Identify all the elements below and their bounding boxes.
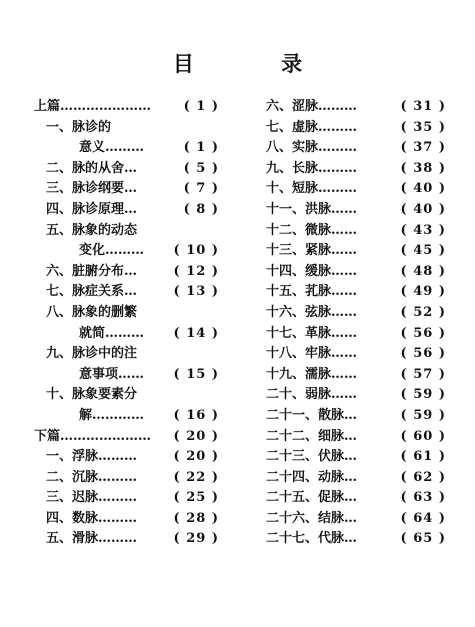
- toc-entry-page: ( 8 ): [183, 201, 219, 217]
- toc-entry-label: 二十七、代脉…: [266, 531, 358, 547]
- toc-entry-page: ( 25 ): [173, 490, 219, 506]
- toc-entry-page: ( 13 ): [173, 284, 219, 300]
- toc-entry-label: 二十、弱脉……: [266, 387, 358, 403]
- toc-entry-label: 二十二、细脉…: [266, 428, 358, 444]
- toc-entry-label: 十四、缓脉……: [266, 263, 358, 279]
- toc-entry-label: 四、脉诊原理…: [46, 201, 138, 217]
- toc-entry-page: ( 35 ): [400, 119, 446, 135]
- toc-entry-page: ( 65 ): [400, 531, 446, 547]
- toc-entry-page: ( 5 ): [183, 160, 219, 176]
- toc-entry-label: 九、长脉………: [266, 160, 358, 176]
- toc-entry-page: ( 22 ): [173, 469, 219, 485]
- toc-entry: [266, 303, 446, 324]
- toc-entry-page: ( 29 ): [173, 531, 219, 547]
- toc-entry-page: ( 38 ): [400, 160, 446, 176]
- toc-entry: [266, 447, 446, 468]
- toc-entry-label: 三、脉诊纲要…: [46, 181, 138, 197]
- toc-entry: [34, 488, 219, 509]
- toc-entry: [34, 282, 219, 303]
- toc-entry: [34, 262, 219, 283]
- toc-entry-label: 九、脉诊中的注: [46, 346, 138, 362]
- toc-entry: [266, 179, 446, 200]
- toc-entry-page: ( 28 ): [173, 510, 219, 526]
- toc-entry-label: 四、数脉………: [46, 510, 138, 526]
- toc-entry-page: ( 12 ): [173, 263, 219, 279]
- toc-entry: [266, 385, 446, 406]
- toc-entry-page: ( 56 ): [400, 346, 446, 362]
- toc-entry: [34, 385, 219, 406]
- toc-entry-label: 二十六、结脉…: [266, 510, 358, 526]
- toc-entry-page: ( 15 ): [173, 366, 219, 382]
- toc-entry: [266, 241, 446, 262]
- toc-entry: [266, 365, 446, 386]
- toc-entry: [266, 221, 446, 242]
- toc-entry-label: 六、涩脉………: [266, 99, 358, 114]
- toc-entry-page: ( 20 ): [173, 449, 219, 465]
- toc-entry-label: 七、脉症关系…: [46, 284, 138, 300]
- toc-entry-label: 一、脉诊的: [46, 119, 112, 135]
- toc-entry-label: 七、虚脉………: [266, 119, 358, 135]
- toc-entry-page: ( 56 ): [400, 325, 446, 341]
- toc-entry-label: 三、迟脉………: [46, 490, 138, 506]
- toc-entry: [266, 118, 446, 139]
- toc-entry-label: 十一、洪脉……: [266, 201, 358, 217]
- toc-entry-page: ( 40 ): [400, 181, 446, 197]
- toc-entry: [34, 97, 219, 118]
- toc-entry: [266, 159, 446, 180]
- toc-entry-label: 十、脉象要素分: [46, 387, 138, 403]
- toc-entry-label: 二、脉的从舍…: [46, 160, 138, 176]
- toc-entry-page: ( 43 ): [400, 222, 446, 238]
- toc-entry-label: 上篇…………………: [34, 99, 152, 114]
- page-title: 目 录: [172, 52, 343, 76]
- toc-entry-page: ( 10 ): [173, 243, 219, 259]
- toc-entry-label: 八、实脉………: [266, 140, 358, 156]
- toc-entry-label: 十七、革脉……: [266, 325, 358, 341]
- toc-entry-page: ( 1 ): [183, 140, 219, 156]
- toc-entry: [266, 282, 446, 303]
- toc-entry-label: 十五、芤脉……: [266, 284, 358, 300]
- toc-entry-page: ( 63 ): [400, 490, 446, 506]
- toc-entry: [34, 159, 219, 180]
- toc-entry: [34, 241, 219, 262]
- toc-entry: [266, 488, 446, 509]
- toc-entry: [34, 324, 219, 345]
- toc-entry: [34, 221, 219, 242]
- toc-entry: [34, 344, 219, 365]
- toc-entry-label: 五、脉象的动态: [46, 222, 138, 238]
- toc-entry-label: 五、滑脉………: [46, 531, 138, 547]
- toc-entry: [34, 118, 219, 139]
- toc-entry-label: 下篇…………………: [34, 428, 152, 444]
- toc-entry: [266, 509, 446, 530]
- toc-entry: [34, 447, 219, 468]
- toc-entry: [266, 427, 446, 448]
- toc-entry: [34, 303, 219, 324]
- toc-entry-label: 十九、濡脉……: [266, 366, 358, 382]
- toc-entry: [266, 97, 446, 118]
- toc-entry-label: 二十四、动脉…: [266, 469, 358, 485]
- toc-entry-label: 十八、牢脉……: [266, 346, 358, 362]
- toc-entry: [34, 138, 219, 159]
- toc-entry-label: 二、沉脉………: [46, 469, 138, 485]
- toc-entry: [266, 324, 446, 345]
- toc-entry-label: 变化………: [79, 243, 145, 259]
- toc-entry-page: ( 57 ): [400, 366, 446, 382]
- toc-entry-label: 二十五、促脉…: [266, 490, 358, 506]
- toc-entry-page: ( 59 ): [400, 387, 446, 403]
- toc-entry: [266, 468, 446, 489]
- toc-entry: [266, 344, 446, 365]
- toc-entry-page: ( 1 ): [183, 99, 219, 114]
- toc-entry: [34, 200, 219, 221]
- toc-entry-page: ( 16 ): [173, 407, 219, 423]
- toc-entry-label: 二十一、散脉…: [266, 407, 358, 423]
- toc-entry-label: 意义………: [79, 140, 145, 156]
- toc-left-column: [34, 97, 219, 550]
- toc-entry-label: 就简………: [79, 325, 145, 341]
- toc-entry-page: ( 48 ): [400, 263, 446, 279]
- toc-entry-page: ( 40 ): [400, 201, 446, 217]
- toc-entry-page: ( 59 ): [400, 407, 446, 423]
- toc-entry-label: 十三、紧脉……: [266, 243, 358, 259]
- toc-entry: [34, 529, 219, 550]
- toc-entry: [34, 406, 219, 427]
- toc-entry-page: ( 20 ): [173, 428, 219, 444]
- toc-entry-page: ( 61 ): [400, 449, 446, 465]
- toc-entry-page: ( 37 ): [400, 140, 446, 156]
- toc-entry-label: 十六、弦脉……: [266, 304, 358, 320]
- toc-entry-label: 一、浮脉………: [46, 449, 138, 465]
- toc-entry-page: ( 31 ): [400, 99, 446, 114]
- toc-entry: [266, 406, 446, 427]
- toc-entry-label: 解…………: [79, 407, 145, 423]
- toc-entry-page: ( 64 ): [400, 510, 446, 526]
- toc-entry-label: 意事项……: [79, 366, 145, 382]
- toc-entry: [266, 200, 446, 221]
- toc-entry-page: ( 7 ): [183, 181, 219, 197]
- toc-entry-page: ( 60 ): [400, 428, 446, 444]
- toc-entry-page: ( 14 ): [173, 325, 219, 341]
- toc-entry: [34, 509, 219, 530]
- toc-entry: [266, 262, 446, 283]
- toc-right-column: [266, 97, 446, 550]
- toc-entry-label: 十二、微脉……: [266, 222, 358, 238]
- toc-entry: [34, 365, 219, 386]
- toc-entry-label: 八、脉象的删繁: [46, 304, 138, 320]
- toc-entry-label: 十、短脉………: [266, 181, 358, 197]
- toc-entry: [266, 529, 446, 550]
- toc-entry-page: ( 45 ): [400, 243, 446, 259]
- toc-entry-label: 二十三、伏脉…: [266, 449, 358, 465]
- toc-entry-label: 六、脏腑分布…: [46, 263, 138, 279]
- toc-entry-page: ( 49 ): [400, 284, 446, 300]
- toc-entry-page: ( 52 ): [400, 304, 446, 320]
- toc-entry: [34, 179, 219, 200]
- toc-entry: [34, 427, 219, 448]
- toc-entry: [34, 468, 219, 489]
- toc-entry: [266, 138, 446, 159]
- toc-entry-page: ( 62 ): [400, 469, 446, 485]
